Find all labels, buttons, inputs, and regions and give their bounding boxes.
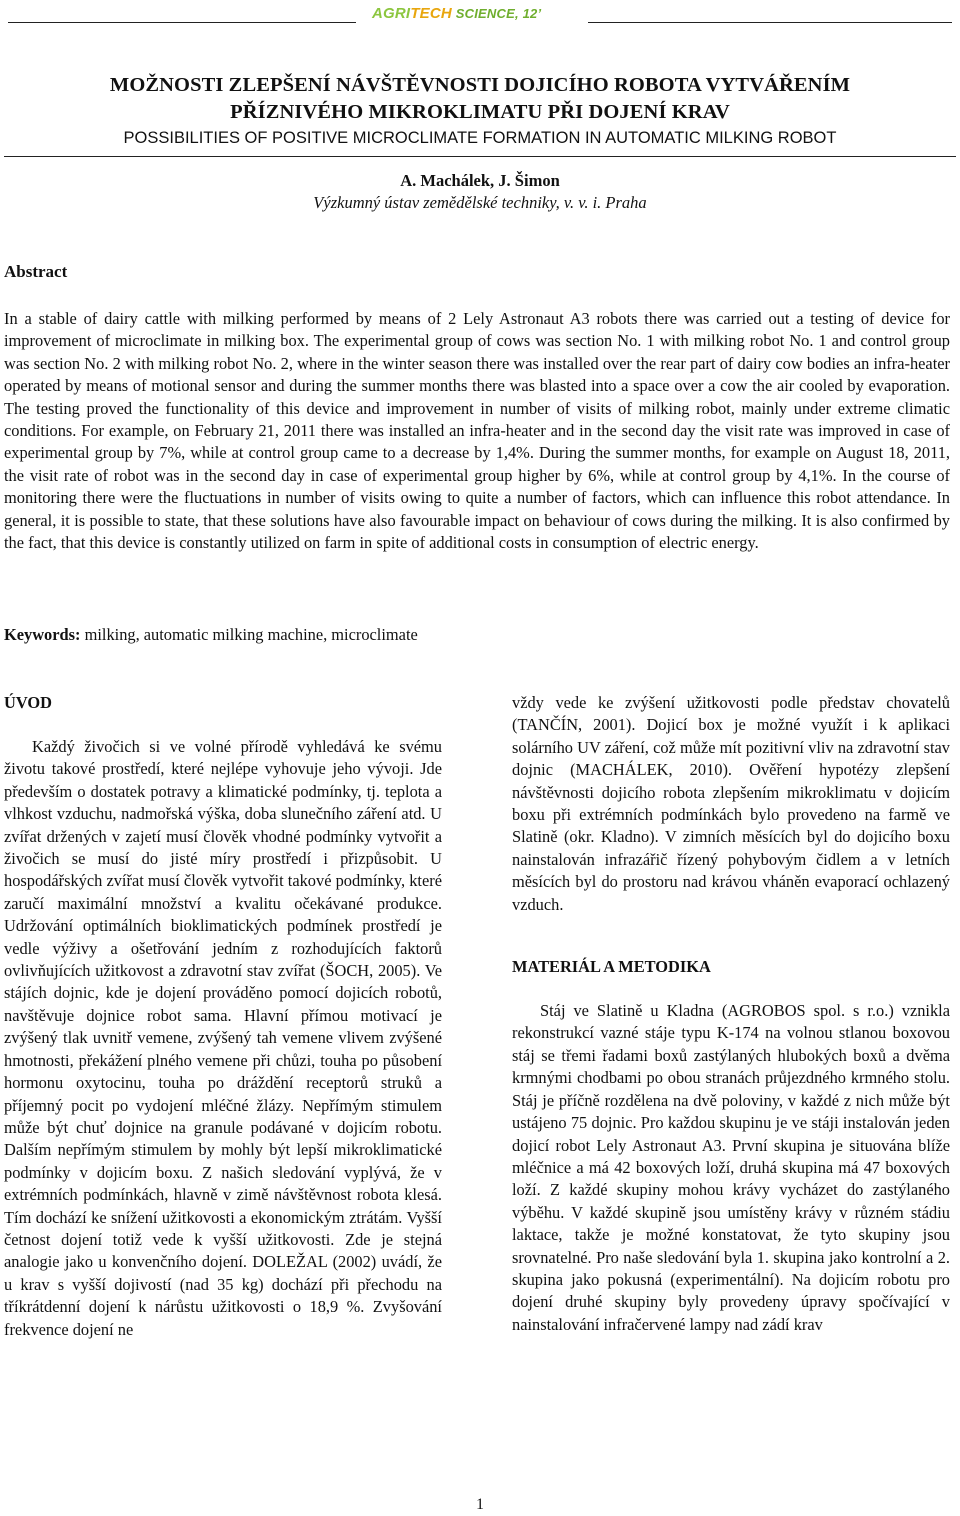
title-czech-line2: PŘÍZNIVÉHO MIKROKLIMATU PŘI DOJENÍ KRAV <box>230 101 730 123</box>
keywords-text: milking, automatic milking machine, microclimate <box>80 625 418 644</box>
section-heading-uvod: ÚVOD <box>4 693 52 712</box>
title-rule <box>4 156 956 157</box>
keywords-label: Keywords: <box>4 625 81 644</box>
journal-name-tech: TECH <box>410 5 452 22</box>
keywords <box>4 625 950 645</box>
author-block <box>0 170 960 214</box>
section-heading-metodika: MATERIÁL A METODIKA <box>512 957 711 977</box>
journal-name <box>372 5 541 22</box>
running-head <box>0 4 960 28</box>
uvod-paragraph-continuation: vždy vede ke zvýšení užitkovosti podle představ chovatelů (TANČÍN, 2001). Dojicí box je možné využít i k aplikaci solárního UV záření, což může mít pozitivní vliv na zdravotní stav dojnic (MACHÁLEK, 2010). Ověření hypotézy zlepšení návštěvnosti dojicího robota zlepšením mikroklimatu v dojicím boxu při extrémních podmínkách bylo provedeno na farmě ve Slatině (okr. Kladno). V zimních měsících byl do dojicího boxu nainstalován infrazářič řízený pohybovým čidlem a v letních měsících byl do prostoru nad krávou vháněn evaporací ochlazený vzduch. <box>512 693 950 914</box>
title-english: POSSIBILITIES OF POSITIVE MICROCLIMATE FORMATION IN AUTOMATIC MILKING ROBOT <box>123 129 837 147</box>
uvod-paragraph: Každý živočich si ve volné přírodě vyhledává ke svému životu takové prostředí, které nejlépe vyhovuje jeho vývoji. Jde především o dostatek potravy a klimatické podmínky, tj. teplota a vlhkost vzduchu, nadmořská výška, doba slunečního záření atd. U zvířat držených v zajetí musí člověk vhodné podmínky vytvořit a živočich se musí do jisté míry prostředí i přizpůsobit. U hospodářských zvířat musí člověk vytvořit takové podmínky, které zaručí maximální množství a kvalitu očekávané produkce. Udržování optimálních bioklimatických podmínek prostředí je vedle výživy a ošetřování jedním z rozhodujících faktorů ovlivňujících užitkovost a zdravotní stav zvířat (ŠOCH, 2005). Ve stájích dojnic, kde je dojení prováděno pomocí dojicích robotů, navštěvuje dojnice robot sama. Hlavní přímou motivací je zvýšený tlak uvnitř vemene, zvýšený tah vemene vlivem zvýšené hmotnosti, překážení plného vemene při chůzi, touha po působení hormonu oxytocinu, touha po dráždění receptorů struků a příjemný pocit po vydojení mléčné žlázy. Nepřímým stimulem může být chuť dojnice na granule podávané v dojicím robotu. Dalším nepřímým stimulem by mohly být lepší mikroklimatické podmínky v dojicím boxu. Z našich sledování vyplývá, že v extrémních podmínkách, hlavně v zimě návštěvnost robota klesá. Tím dochází ke snížení užitkovosti a ekonomickým ztrátám. Vyšší četnost dojení totiž vede k vyšší užitkovosti. Zde je stejná analogie jako u konvenčního dojení. DOLEŽAL (2002) uvádí, že u krav s vyšší dojivostí (nad 35 kg) dochází při přechodu na tříkrátdenní dojení k nárůstu užitkovosti o 18,9 %. Zvyšování frekvence dojení ne <box>4 737 442 1339</box>
header-rule-right <box>588 22 952 23</box>
abstract-heading: Abstract <box>4 262 68 281</box>
abstract-text: In a stable of dairy cattle with milking performed by means of 2 Lely Astronaut A3 robots there was carried out a testing of device for improvement of microclimate in milking box. The experimental group of cows was section No. 1 with milking robot No. 1 and control group was section No. 2 with milking robot No. 2, where in the winter season there was installed over the rear part of dairy cow bodies an infra-heater operated by means of motional sensor and during the summer months there was blasted into a space over a cow the air cooled by evaporation. The testing proved the functionality of this device and improvement in number of visits of milking robot, mainly under extreme climatic conditions. For example, on February 21, 2011 there was installed an infra-heater and in the second day the visit rate was improved in case of experimental group by 7%, while at control group came to a decrease by 1,4%. During the summer months, for example on August 18, 2011, the visit rate of robot was in the second day in case of experimental group higher by 6%, while at control group by 4,1%. In the course of monitoring there were the fluctuations in number of visits owing to quite a number of factors, which can influence this robot attendance. In general, it is possible to state, that these solutions have also favourable impact on behaviour of cows during the milking. It is also confirmed by the fact, that this device is constantly utilized on farm in spite of additional costs in consumption of electric energy. <box>4 309 950 553</box>
title-czech-line1: MOŽNOSTI ZLEPŠENÍ NÁVŠTĚVNOSTI DOJICÍHO ROBOTA VYTVÁŘENÍM <box>109 74 851 96</box>
journal-name-agri: AGRI <box>372 5 411 22</box>
column-right <box>512 692 950 1336</box>
author-names: A. Machálek, J. Šimon <box>400 171 560 190</box>
column-left <box>4 692 442 1341</box>
title-block <box>0 72 960 149</box>
header-rule-left <box>8 22 356 23</box>
author-institution: Výzkumný ústav zemědělské techniky, v. v. i. Praha <box>313 193 647 212</box>
journal-name-issue: SCIENCE, 12’ <box>451 6 542 21</box>
page-number: 1 <box>476 1496 484 1513</box>
metodika-paragraph: Stáj ve Slatině u Kladna (AGROBOS spol. s r.o.) vznikla rekonstrukcí vazné stáje typu K-174 na volnou stlanou boxovou stáj se třemi řadami boxů zastýlaných hlubokých boxů a dvěma krmnými chodbami po obou stranách průjezdného krmného stolu. Stáj je příčně rozdělena na dvě poloviny, v každé z nich může být ustájeno 75 dojnic. Pro každou skupinu je ve stáji instalován jeden dojicí robot Lely Astronaut A3. První skupina je situována blíže mléčnice a má 42 boxových loží, druhá skupina má 47 boxových loží. Z každé skupiny mohou krávy vycházet do zastýlaného výběhu. V každé skupině jsou umístěny krávy v různém stádiu laktace, takže je možné konstatovat, že tyto skupiny jsou srovnatelné. Pro naše sledování byla 1. skupina jako kontrolní a 2. skupina jako pokusná (experimentální). Na dojicím robotu pro dojení druhé skupiny byly provedeny úpravy spočívající v nainstalování infračervené lampy nad zádí krav <box>512 1001 950 1334</box>
